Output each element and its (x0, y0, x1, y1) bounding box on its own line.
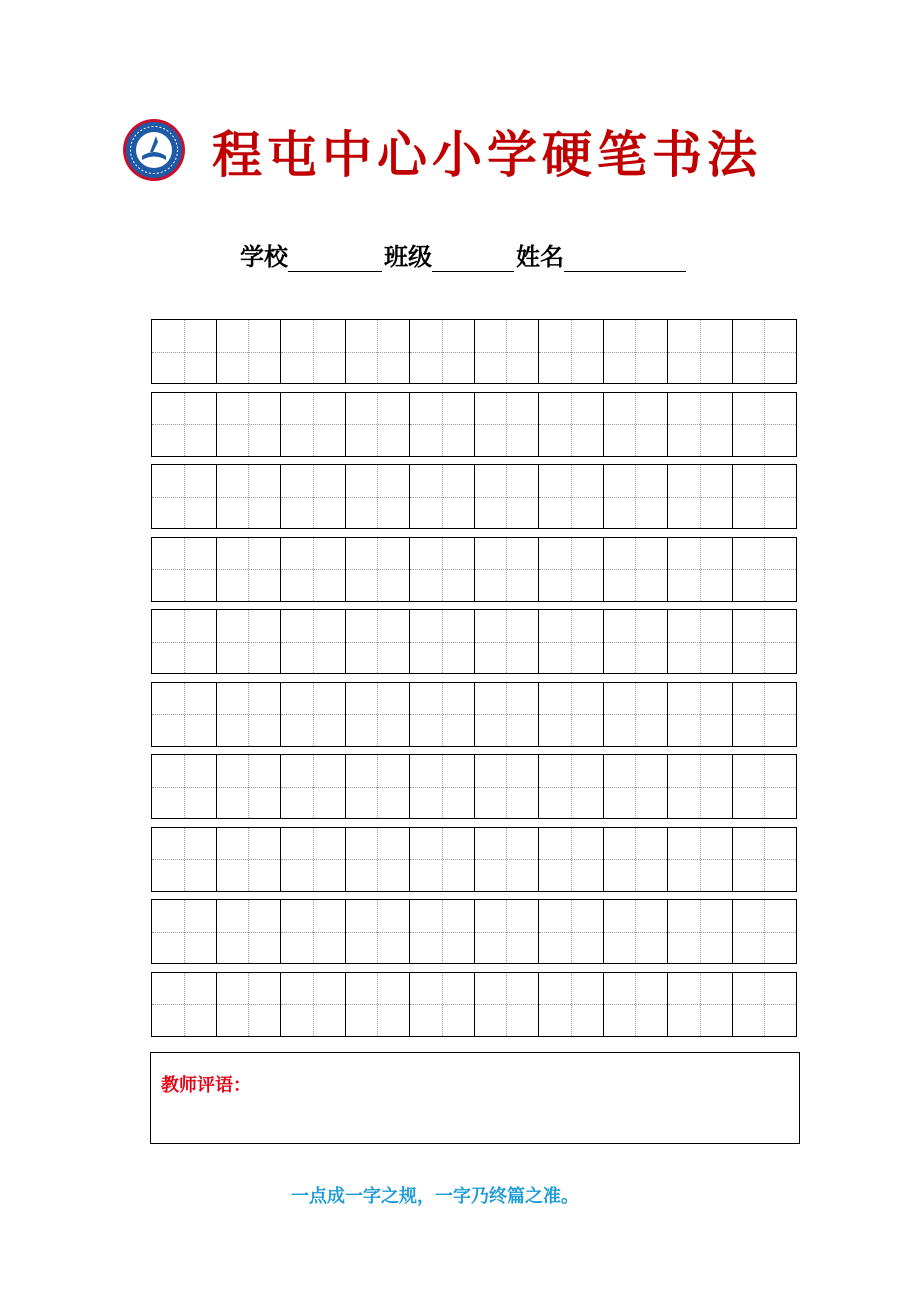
name-label: 姓名 (516, 243, 564, 271)
school-label: 学校 (240, 243, 288, 271)
writing-cell[interactable] (733, 610, 797, 673)
grid-row (151, 609, 797, 674)
writing-cell[interactable] (410, 900, 475, 963)
writing-cell[interactable] (539, 610, 604, 673)
page-header (0, 110, 920, 200)
writing-cell[interactable] (668, 465, 733, 528)
writing-cell[interactable] (346, 755, 411, 818)
writing-cell[interactable] (539, 393, 604, 456)
writing-cell[interactable] (668, 320, 733, 383)
teacher-comment-label: 教师评语： (161, 1075, 251, 1096)
writing-cell[interactable] (733, 465, 797, 528)
writing-cell[interactable] (668, 973, 733, 1036)
writing-cell[interactable] (604, 465, 669, 528)
writing-cell[interactable] (475, 973, 540, 1036)
page-title: 程屯中心小学硬笔书法 (212, 125, 762, 184)
writing-cell[interactable] (346, 828, 411, 891)
writing-cell[interactable] (217, 973, 282, 1036)
writing-cell[interactable] (410, 393, 475, 456)
writing-cell[interactable] (217, 320, 282, 383)
writing-cell[interactable] (346, 538, 411, 601)
grid-row (151, 537, 797, 602)
writing-cell[interactable] (475, 755, 540, 818)
writing-cell[interactable] (539, 973, 604, 1036)
writing-cell[interactable] (475, 393, 540, 456)
writing-cell[interactable] (604, 320, 669, 383)
writing-cell[interactable] (281, 683, 346, 746)
calligraphy-motto: 一点成一字之规，一字乃终篇之准。 (291, 1186, 579, 1207)
writing-cell[interactable] (281, 755, 346, 818)
writing-cell[interactable] (410, 465, 475, 528)
writing-cell[interactable] (539, 538, 604, 601)
writing-cell[interactable] (152, 393, 217, 456)
writing-cell[interactable] (668, 393, 733, 456)
writing-cell[interactable] (733, 755, 797, 818)
grid-row (151, 754, 797, 819)
writing-cell[interactable] (475, 610, 540, 673)
writing-cell[interactable] (217, 393, 282, 456)
writing-cell[interactable] (733, 828, 797, 891)
grid-row (151, 899, 797, 964)
writing-cell[interactable] (217, 538, 282, 601)
writing-cell[interactable] (281, 900, 346, 963)
writing-cell[interactable] (217, 465, 282, 528)
writing-cell[interactable] (152, 755, 217, 818)
grid-row (151, 464, 797, 529)
writing-grid (151, 319, 797, 1044)
writing-cell[interactable] (217, 683, 282, 746)
writing-cell[interactable] (668, 683, 733, 746)
school-blank[interactable] (288, 241, 382, 272)
writing-cell[interactable] (668, 610, 733, 673)
writing-cell[interactable] (410, 973, 475, 1036)
writing-cell[interactable] (733, 900, 797, 963)
writing-cell[interactable] (281, 465, 346, 528)
name-blank[interactable] (564, 241, 686, 272)
writing-cell[interactable] (346, 610, 411, 673)
writing-cell[interactable] (281, 538, 346, 601)
writing-cell[interactable] (410, 828, 475, 891)
writing-cell[interactable] (152, 683, 217, 746)
writing-cell[interactable] (346, 465, 411, 528)
writing-cell[interactable] (539, 320, 604, 383)
writing-cell[interactable] (152, 973, 217, 1036)
writing-cell[interactable] (539, 683, 604, 746)
writing-cell[interactable] (604, 973, 669, 1036)
writing-cell[interactable] (152, 465, 217, 528)
grid-row (151, 392, 797, 457)
writing-cell[interactable] (475, 465, 540, 528)
writing-cell[interactable] (604, 393, 669, 456)
writing-cell[interactable] (733, 538, 797, 601)
school-emblem-icon (122, 118, 186, 182)
writing-cell[interactable] (539, 828, 604, 891)
writing-cell[interactable] (604, 683, 669, 746)
writing-cell[interactable] (346, 320, 411, 383)
writing-cell[interactable] (475, 900, 540, 963)
writing-cell[interactable] (410, 755, 475, 818)
class-label: 班级 (384, 243, 432, 271)
writing-cell[interactable] (410, 538, 475, 601)
writing-cell[interactable] (539, 900, 604, 963)
writing-cell[interactable] (346, 393, 411, 456)
writing-cell[interactable] (152, 828, 217, 891)
writing-cell[interactable] (539, 755, 604, 818)
writing-cell[interactable] (604, 828, 669, 891)
teacher-comment-box[interactable] (150, 1052, 800, 1144)
grid-row (151, 972, 797, 1037)
writing-cell[interactable] (604, 900, 669, 963)
writing-cell[interactable] (668, 538, 733, 601)
writing-cell[interactable] (668, 900, 733, 963)
writing-cell[interactable] (475, 828, 540, 891)
writing-cell[interactable] (410, 320, 475, 383)
writing-cell[interactable] (539, 465, 604, 528)
writing-cell[interactable] (733, 973, 797, 1036)
writing-cell[interactable] (346, 683, 411, 746)
student-info-line (240, 232, 688, 272)
writing-cell[interactable] (152, 610, 217, 673)
writing-cell[interactable] (346, 973, 411, 1036)
writing-cell[interactable] (475, 320, 540, 383)
writing-cell[interactable] (733, 683, 797, 746)
grid-row (151, 682, 797, 747)
writing-cell[interactable] (668, 828, 733, 891)
writing-cell[interactable] (217, 755, 282, 818)
writing-cell[interactable] (281, 393, 346, 456)
writing-cell[interactable] (475, 683, 540, 746)
grid-row (151, 827, 797, 892)
writing-cell[interactable] (281, 973, 346, 1036)
writing-cell[interactable] (152, 320, 217, 383)
grid-row (151, 319, 797, 384)
writing-cell[interactable] (410, 683, 475, 746)
writing-cell[interactable] (217, 900, 282, 963)
writing-cell[interactable] (152, 900, 217, 963)
writing-cell[interactable] (668, 755, 733, 818)
writing-cell[interactable] (152, 538, 217, 601)
writing-cell[interactable] (281, 610, 346, 673)
writing-cell[interactable] (475, 538, 540, 601)
writing-cell[interactable] (281, 320, 346, 383)
writing-cell[interactable] (346, 900, 411, 963)
writing-cell[interactable] (604, 538, 669, 601)
writing-cell[interactable] (281, 828, 346, 891)
writing-cell[interactable] (217, 828, 282, 891)
writing-cell[interactable] (604, 755, 669, 818)
writing-cell[interactable] (604, 610, 669, 673)
writing-cell[interactable] (733, 393, 797, 456)
writing-cell[interactable] (410, 610, 475, 673)
writing-cell[interactable] (217, 610, 282, 673)
class-blank[interactable] (432, 241, 514, 272)
writing-cell[interactable] (733, 320, 797, 383)
